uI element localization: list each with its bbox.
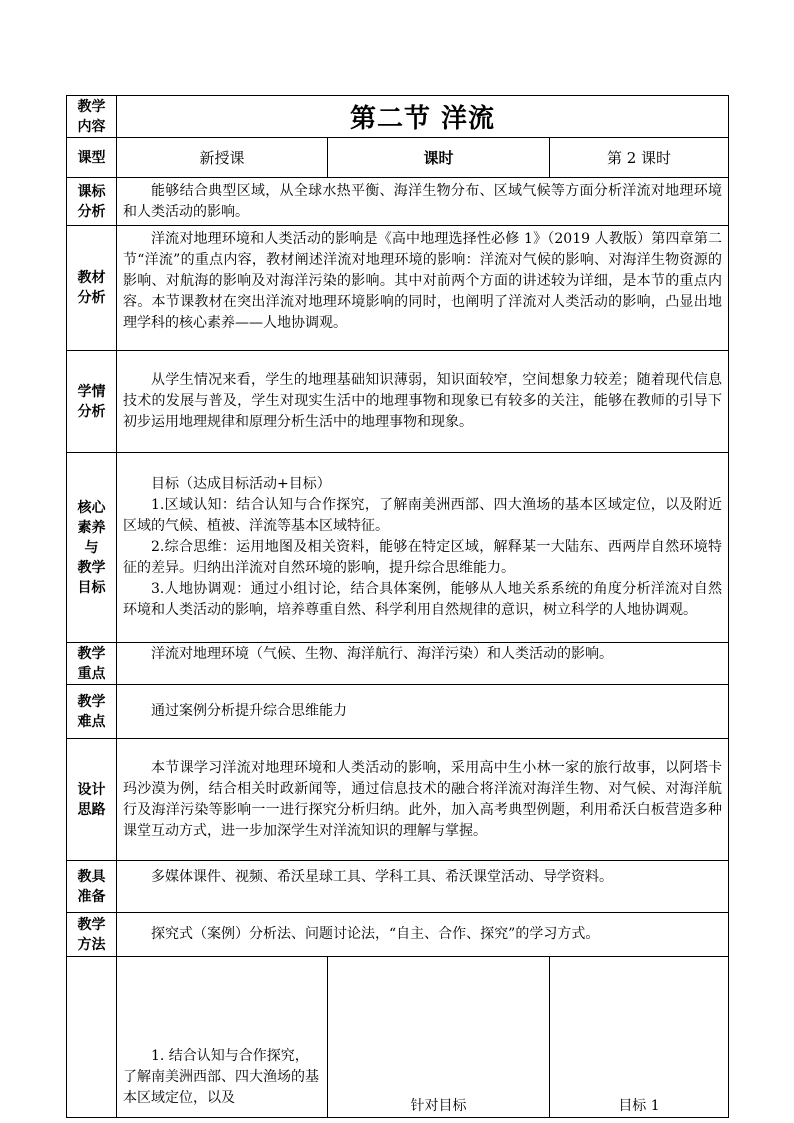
tools-text: 多媒体课件、视频、希沃星球工具、学科工具、希沃课堂活动、导学资料。 <box>151 869 613 885</box>
row-objectives <box>67 453 729 643</box>
lesson-hours-label: 课时 <box>328 138 550 178</box>
activity-label-cell <box>67 957 117 1118</box>
objective-item: 2.综合思维：运用地图及相关资料，能够在特定区域，解释某一大陆东、西两岸自然环境特征的差异。归纳出洋流对自然环境的影响，提升综合思维能力。 <box>123 539 722 576</box>
row-methods <box>67 913 729 957</box>
label-line: 与 <box>84 539 99 556</box>
textbook-text-cell <box>117 226 729 351</box>
target-value: 目标 1 <box>618 1098 660 1114</box>
row-content <box>67 96 729 138</box>
methods-text-cell <box>117 913 729 957</box>
label-core-objectives <box>67 453 117 643</box>
label-line: 教学 <box>77 645 106 662</box>
row-students <box>67 351 729 453</box>
target-label: 针对目标 <box>410 1098 467 1114</box>
objective-item: 3.人地协调观：通过小组讨论，结合具体案例，能够从人地关系系统的角度分析洋流对自然环境和人类活动的影响，培养尊重自然、科学利用自然规律的意识，树立科学的人地协调观。 <box>123 581 722 618</box>
design-text-cell <box>117 739 729 861</box>
curriculum-text: 能够结合典型区域，从全球水热平衡、海洋生物分布、区域气候等方面分析洋流对地理环境和人类活动的影响。 <box>123 182 722 220</box>
lesson-type-value: 新授课 <box>117 138 328 178</box>
label-line: 思路 <box>77 801 106 818</box>
tools-text-cell <box>117 861 729 913</box>
label-line: 素养 <box>77 519 106 536</box>
label-line: 分析 <box>77 290 106 306</box>
label-line: 分析 <box>77 203 106 220</box>
label-textbook-analysis <box>67 226 117 351</box>
activity-objective-cell <box>117 957 328 1118</box>
row-difficulties <box>67 685 729 739</box>
lesson-title: 第二节 洋流 <box>117 96 729 138</box>
label-student-analysis <box>67 351 117 453</box>
row-textbook <box>67 226 729 351</box>
students-text: 从学生情况来看，学生的地理基础知识薄弱，知识面较窄，空间想象力较差；随着现代信息技术的发展与普及，学生对现实生活中的地理事物和现象已有较多的关注，能够在教师的引导下初步运用地理规律和原理分析生活中的地理事物和现象。 <box>123 372 722 430</box>
activity-target-value-cell <box>550 957 729 1118</box>
lesson-hours-value: 第 2 课时 <box>550 138 729 178</box>
label-line: 教学 <box>77 98 106 115</box>
row-key-points <box>67 643 729 685</box>
label-line: 难点 <box>77 713 106 730</box>
row-tools <box>67 861 729 913</box>
label-line: 重点 <box>77 665 106 682</box>
difficulties-text-cell <box>117 685 729 739</box>
row-curriculum <box>67 178 729 226</box>
row-design <box>67 739 729 861</box>
objective-item: 1.区域认知：结合认知与合作探究，了解南美洲西部、四大渔场的基本区域定位，以及附近区域的气候、植被、洋流等基本区域特征。 <box>123 497 722 534</box>
label-line: 教材 <box>77 270 106 286</box>
label-design-idea <box>67 739 117 861</box>
label-line: 目标 <box>77 579 106 596</box>
students-text-cell <box>117 351 729 453</box>
key-points-text: 洋流对地理环境（气候、生物、海洋航行、海洋污染）和人类活动的影响。 <box>151 646 613 662</box>
label-line: 教学 <box>77 693 106 710</box>
label-line: 课标 <box>77 183 106 200</box>
label-line: 准备 <box>77 888 106 905</box>
key-points-text-cell <box>117 643 729 685</box>
label-line: 学情 <box>77 383 106 400</box>
label-line: 教学 <box>77 559 106 576</box>
textbook-text: 洋流对地理环境和人类活动的影响是《高中地理选择性必修 1》（2019 人教版）第四章第二节“洋流”的重点内容，教材阐述洋流对地理环境的影响：洋流对气候的影响、对海洋生物资源的影响、对航海的影响及对海洋污染的影响。其中对前两个方面的讲述较为详细，是本节的重点内容。本节课教材在突出洋流对地理环境影响的同时，也阐明了洋流对人类活动的影响，凸显出地理学科的核心素养——人地协调观。 <box>123 231 722 331</box>
curriculum-text-cell <box>117 178 729 226</box>
difficulties-text: 通过案例分析提升综合思维能力 <box>151 703 347 719</box>
label-tools <box>67 861 117 913</box>
objectives-heading: 目标（达成目标活动+目标） <box>151 476 331 492</box>
label-line: 设计 <box>77 781 106 798</box>
label-teaching-content <box>67 96 117 138</box>
methods-text: 探究式（案例）分析法、问题讨论法，“自主、合作、探究”的学习方式。 <box>151 926 600 942</box>
row-activity <box>67 957 729 1118</box>
label-line: 方法 <box>77 936 106 953</box>
label-line: 内容 <box>77 118 106 135</box>
label-methods <box>67 913 117 957</box>
label-line: 分析 <box>77 403 106 420</box>
activity-target-label-cell <box>328 957 550 1118</box>
activity-objective-text: 1. 结合认知与合作探究，了解南美洲西部、四大渔场的基本区域定位，以及 <box>123 1048 319 1106</box>
objectives-text-cell <box>117 453 729 643</box>
label-lesson-type: 课型 <box>67 138 117 178</box>
row-type <box>67 138 729 178</box>
label-line: 教学 <box>77 916 106 933</box>
label-difficulties <box>67 685 117 739</box>
lesson-plan-table <box>66 95 729 1118</box>
design-text: 本节课学习洋流对地理环境和人类活动的影响，采用高中生小林一家的旅行故事，以阿塔卡玛沙漠为例，结合相关时政新闻等，通过信息技术的融合将洋流对海洋生物、对气候、对海洋航行及海洋污染等影响一一进行探究分析归纳。此外，加入高考典型例题，利用希沃白板营造多种课堂互动方式，进一步加深学生对洋流知识的理解与掌握。 <box>123 759 722 839</box>
label-line: 教具 <box>77 868 106 885</box>
label-line: 核心 <box>77 499 106 516</box>
label-curriculum-analysis <box>67 178 117 226</box>
label-key-points <box>67 643 117 685</box>
